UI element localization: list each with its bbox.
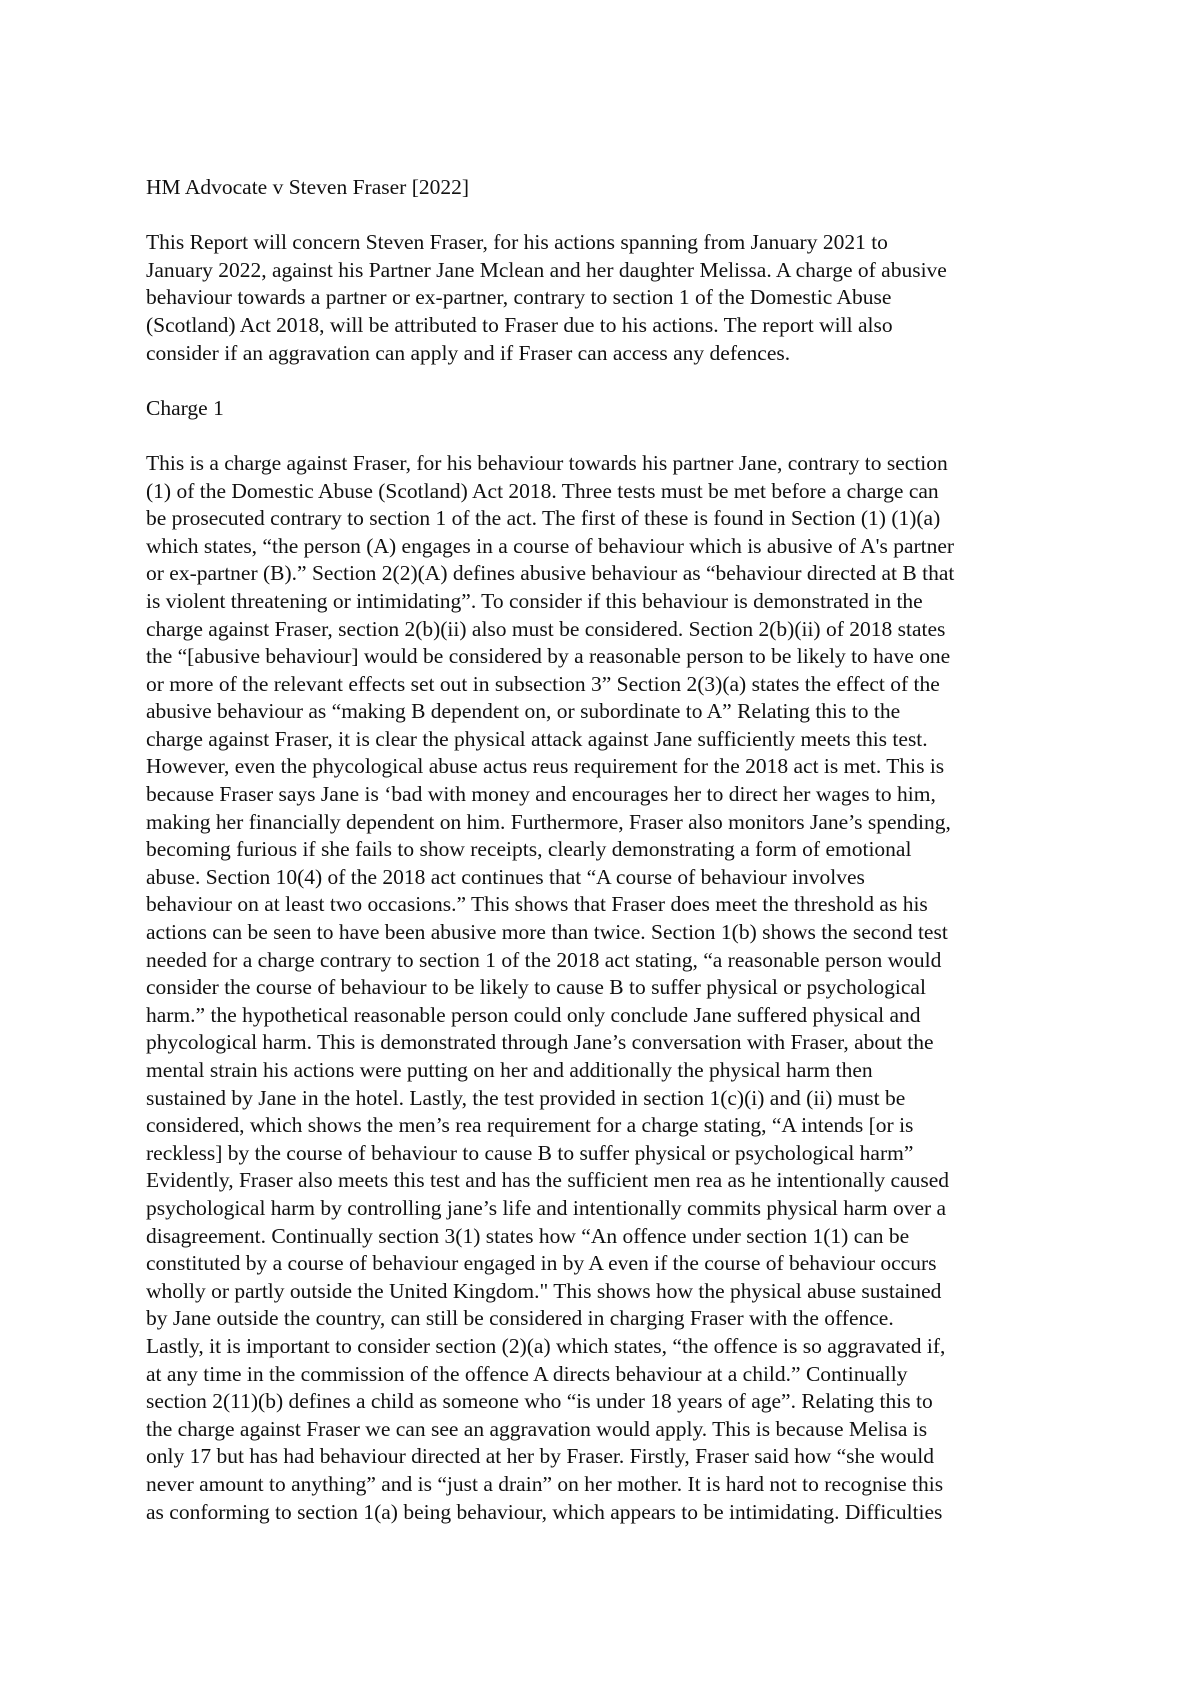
text-line: This is a charge against Fraser, for his behaviour towards his partner Jane, contrary to section xyxy=(146,450,948,475)
text-line: behaviour towards a partner or ex-partner, contrary to section 1 of the Domestic Abuse xyxy=(146,285,892,310)
text-line: This Report will concern Steven Fraser, for his actions spanning from January 2021 to xyxy=(146,230,888,255)
text-line: Lastly, it is important to consider section (2)(a) which states, “the offence is so aggravated if, xyxy=(146,1333,946,1358)
text-line: making her financially dependent on him. Furthermore, Fraser also monitors Jane’s spending, xyxy=(146,809,951,834)
text-line: consider the course of behaviour to be likely to cause B to suffer physical or psychological xyxy=(146,975,926,1000)
intro-paragraph xyxy=(146,229,1071,367)
text-line: actions can be seen to have been abusive more than twice. Section 1(b) shows the second test xyxy=(146,920,948,945)
text-line: consider if an aggravation can apply and if Fraser can access any defences. xyxy=(146,340,791,365)
text-line: abusive behaviour as “making B dependent on, or subordinate to A” Relating this to the xyxy=(146,699,901,724)
text-line: at any time in the commission of the offence A directs behaviour at a child.” Continually xyxy=(146,1361,908,1386)
section-heading: Charge 1 xyxy=(146,395,224,420)
text-line: section 2(11)(b) defines a child as someone who “is under 18 years of age”. Relating this to xyxy=(146,1389,933,1414)
text-line: never amount to anything” and is “just a drain” on her mother. It is hard not to recognise this xyxy=(146,1471,944,1496)
text-line: January 2022, against his Partner Jane Mclean and her daughter Melissa. A charge of abusive xyxy=(146,257,947,282)
text-line: mental strain his actions were putting on her and additionally the physical harm then xyxy=(146,1058,873,1082)
text-line: phycological harm. This is demonstrated through Jane’s conversation with Fraser, about the xyxy=(146,1030,934,1055)
text-line: sustained by Jane in the hotel. Lastly, the test provided in section 1(c)(i) and (ii) must be xyxy=(146,1085,906,1110)
text-line: is violent threatening or intimidating”. To consider if this behaviour is demonstrated in the xyxy=(146,588,923,613)
text-line: the charge against Fraser we can see an aggravation would apply. This is because Melisa is xyxy=(146,1416,928,1441)
text-line: charge against Fraser, it is clear the physical attack against Jane sufficiently meets this test. xyxy=(146,726,928,751)
text-line: only 17 but has had behaviour directed at her by Fraser. Firstly, Fraser said how “she would xyxy=(146,1444,934,1469)
document-title: HM Advocate v Steven Fraser [2022] xyxy=(146,175,470,199)
text-line: or more of the relevant effects set out in subsection 3” Section 2(3)(a) states the effect of the xyxy=(146,671,940,696)
text-line: needed for a charge contrary to section 1 of the 2018 act stating, “a reasonable person would xyxy=(146,947,942,972)
text-line: constituted by a course of behaviour engaged in by A even if the course of behaviour occurs xyxy=(146,1251,937,1276)
text-line: Evidently, Fraser also meets this test and has the sufficient men rea as he intentionally caused xyxy=(146,1168,950,1193)
text-line: reckless] by the course of behaviour to cause B to suffer physical or psychological harm” xyxy=(146,1140,914,1165)
text-line: or ex-partner (B).” Section 2(2)(A) defines abusive behaviour as “behaviour directed at B that xyxy=(146,561,955,586)
text-line: (1) of the Domestic Abuse (Scotland) Act 2018. Three tests must be met before a charge can xyxy=(146,478,939,503)
text-line: which states, “the person (A) engages in a course of behaviour which is abusive of A's partner xyxy=(146,533,955,558)
text-line: abuse. Section 10(4) of the 2018 act continues that “A course of behaviour involves xyxy=(146,864,865,889)
document-content xyxy=(146,174,1071,1526)
text-line: (Scotland) Act 2018, will be attributed to Fraser due to his actions. The report will also xyxy=(146,312,893,337)
text-line: becoming furious if she fails to show receipts, clearly demonstrating a form of emotional xyxy=(146,837,912,862)
text-line: considered, which shows the men’s rea requirement for a charge stating, “A intends [or is xyxy=(146,1113,914,1138)
text-line: behaviour on at least two occasions.” This shows that Fraser does meet the threshold as his xyxy=(146,892,928,917)
text-line: as conforming to section 1(a) being behaviour, which appears to be intimidating. Difficulties xyxy=(146,1499,943,1524)
text-line: However, even the phycological abuse actus reus requirement for the 2018 act is met. This is xyxy=(146,754,945,779)
text-line: be prosecuted contrary to section 1 of the act. The first of these is found in Section (1) (1)(a) xyxy=(146,506,941,531)
text-line: disagreement. Continually section 3(1) states how “An offence under section 1(1) can be xyxy=(146,1223,910,1248)
text-line: charge against Fraser, section 2(b)(ii) also must be considered. Section 2(b)(ii) of 2018 states xyxy=(146,616,946,641)
text-line: psychological harm by controlling jane’s life and intentionally commits physical harm over a xyxy=(146,1195,947,1220)
body-paragraph xyxy=(146,450,1071,1526)
text-line: because Fraser says Jane is ‘bad with money and encourages her to direct her wages to him, xyxy=(146,782,936,807)
text-line: the “[abusive behaviour] would be considered by a reasonable person to be likely to have one xyxy=(146,644,951,669)
text-line: by Jane outside the country, can still be considered in charging Fraser with the offence. xyxy=(146,1306,894,1331)
text-line: wholly or partly outside the United Kingdom." This shows how the physical abuse sustained xyxy=(146,1278,942,1303)
text-line: harm.” the hypothetical reasonable person could only conclude Jane suffered physical and xyxy=(146,1002,921,1027)
